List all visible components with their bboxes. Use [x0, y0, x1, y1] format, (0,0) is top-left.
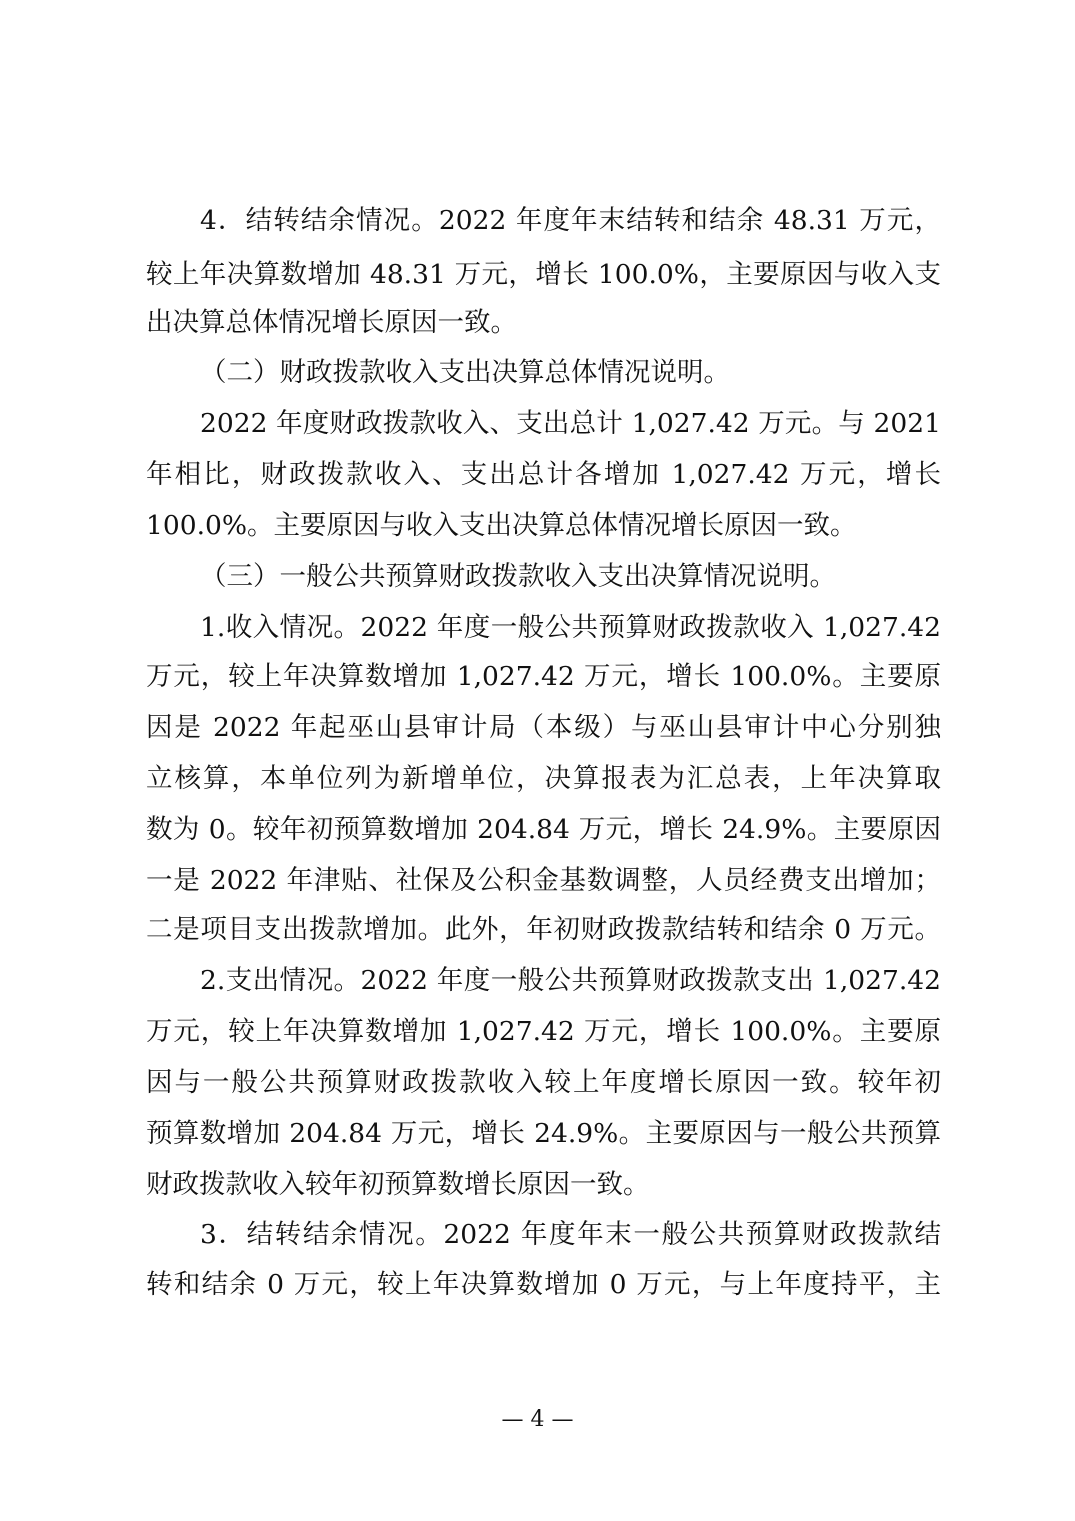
paragraph-line: 预算数增加 204.84 万元，增长 24.9%。主要原因与一般公共预算 — [146, 1118, 941, 1149]
paragraph-line: 万元，较上年决算数增加 1,027.42 万元，增长 100.0%。主要原 — [146, 661, 941, 692]
paragraph-line: 3．结转结余情况。2022 年度年末一般公共预算财政拨款结 — [200, 1219, 941, 1250]
paragraph-line: 较上年决算数增加 48.31 万元，增长 100.0%，主要原因与收入支 — [146, 259, 941, 290]
paragraph-line: 二是项目支出拨款增加。此外，年初财政拨款结转和结余 0 万元。 — [146, 914, 941, 945]
paragraph-line: 万元，较上年决算数增加 1,027.42 万元，增长 100.0%。主要原 — [146, 1016, 941, 1047]
paragraph-line: 2022 年度财政拨款收入、支出总计 1,027.42 万元。与 2021 — [200, 408, 941, 439]
section-heading: （二）财政拨款收入支出决算总体情况说明。 — [200, 357, 730, 388]
paragraph-line: 一是 2022 年津贴、社保及公积金基数调整，人员经费支出增加； — [146, 865, 941, 896]
paragraph-line: 4．结转结余情况。2022 年度年末结转和结余 48.31 万元， — [200, 205, 941, 236]
paragraph-line: 因是 2022 年起巫山县审计局（本级）与巫山县审计中心分别独 — [146, 712, 941, 743]
paragraph-line: 转和结余 0 万元，较上年决算数增加 0 万元，与上年度持平，主 — [146, 1269, 941, 1300]
paragraph-line: 2.支出情况。2022 年度一般公共预算财政拨款支出 1,027.42 — [200, 965, 941, 996]
page-number: — 4 — — [501, 1407, 574, 1432]
paragraph-line: 100.0%。主要原因与收入支出决算总体情况增长原因一致。 — [146, 510, 857, 541]
paragraph-line: 1.收入情况。2022 年度一般公共预算财政拨款收入 1,027.42 — [200, 612, 941, 643]
paragraph-line: 因与一般公共预算财政拨款收入较上年度增长原因一致。较年初 — [146, 1067, 941, 1098]
section-heading: （三）一般公共预算财政拨款收入支出决算情况说明。 — [200, 561, 836, 592]
paragraph-line: 出决算总体情况增长原因一致。 — [146, 307, 517, 338]
paragraph-line: 年相比，财政拨款收入、支出总计各增加 1,027.42 万元，增长 — [146, 459, 941, 490]
paragraph-line: 财政拨款收入较年初预算数增长原因一致。 — [146, 1169, 650, 1200]
paragraph-line: 数为 0。较年初预算数增加 204.84 万元，增长 24.9%。主要原因 — [146, 814, 941, 845]
paragraph-line: 立核算，本单位列为新增单位，决算报表为汇总表，上年决算取 — [146, 763, 941, 794]
